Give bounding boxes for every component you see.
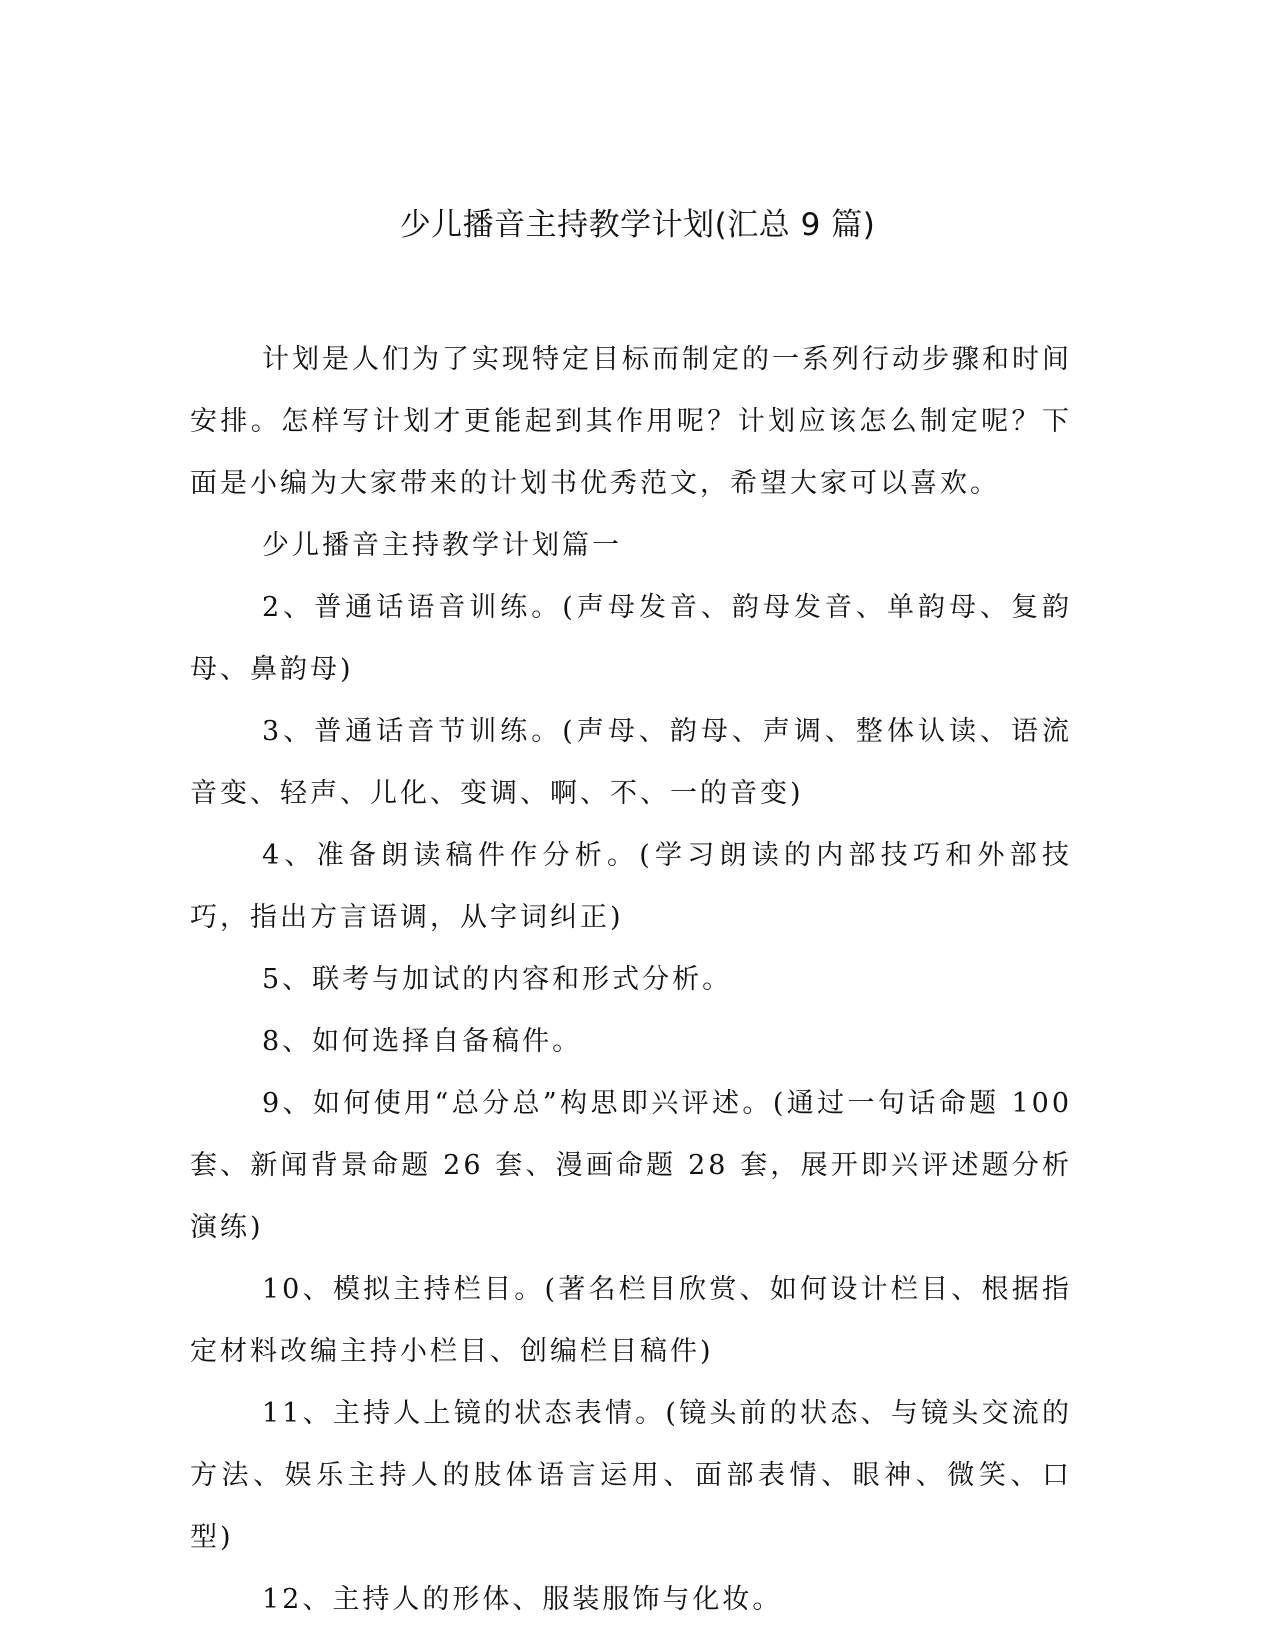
list-item: 12、主持人的形体、服装服饰与化妆。	[262, 1584, 783, 1615]
list-item: 3、普通话音节训练。(声母、韵母、声调、整体认读、语流音变、轻声、儿化、变调、啊、不、一的音变)	[190, 716, 1072, 809]
list-item: 5、联考与加试的内容和形式分析。	[262, 964, 733, 995]
list-item: 8、如何选择自备稿件。	[262, 1026, 583, 1057]
list-item: 10、模拟主持栏目。(著名栏目欣赏、如何设计栏目、根据指定材料改编主持小栏目、创编栏目稿件)	[190, 1274, 1072, 1367]
page-title: 少儿播音主持教学计划(汇总 9 篇)	[399, 207, 876, 243]
list-item: 9、如何使用“总分总”构思即兴评述。(通过一句话命题 100 套、新闻背景命题 26 套、漫画命题 28 套，展开即兴评述题分析演练)	[190, 1088, 1072, 1243]
document-body	[190, 329, 1072, 1631]
list-item: 2、普通话语音训练。(声母发音、韵母发音、单韵母、复韵母、鼻韵母)	[190, 592, 1072, 685]
list-item: 4、准备朗读稿件作分析。(学习朗读的内部技巧和外部技巧，指出方言语调，从字词纠正)	[190, 840, 1072, 933]
section-heading: 少儿播音主持教学计划篇一	[262, 530, 622, 561]
intro-paragraph: 计划是人们为了实现特定目标而制定的一系列行动步骤和时间安排。怎样写计划才更能起到其作用呢？计划应该怎么制定呢？下面是小编为大家带来的计划书优秀范文，希望大家可以喜欢。	[190, 344, 1072, 499]
list-item: 11、主持人上镜的状态表情。(镜头前的状态、与镜头交流的方法、娱乐主持人的肢体语言运用、面部表情、眼神、微笑、口型)	[190, 1398, 1072, 1553]
